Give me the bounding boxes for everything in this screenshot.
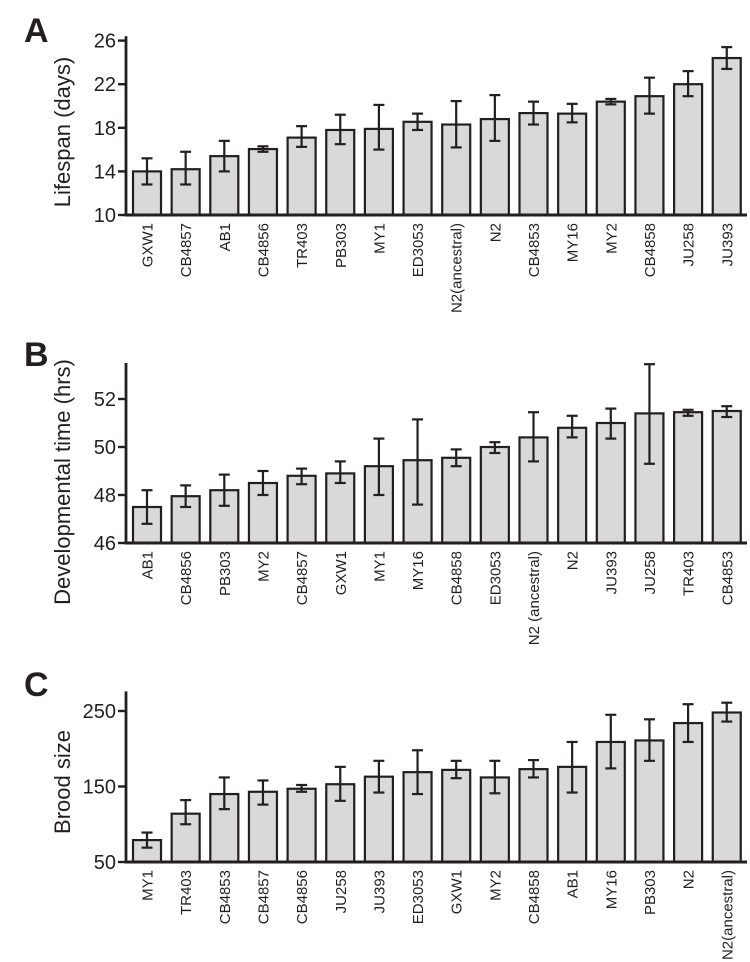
panel-b-bar-ED3053	[481, 447, 509, 543]
panel-a-x-label-MY2: MY2	[603, 223, 621, 254]
panel-c-x-label-JU393: JU393	[371, 870, 389, 914]
panel-c-x-label-MY16: MY16	[603, 870, 621, 910]
panel-a-bar-MY16	[558, 114, 586, 215]
panel-b-letter: B	[24, 336, 49, 374]
panel-b-x-label-AB1: AB1	[139, 551, 157, 580]
panel-a-x-label-GXW1: GXW1	[139, 223, 157, 268]
panel-b-x-label-MY2: MY2	[255, 551, 273, 582]
panel-c-x-label-TR403: TR403	[178, 870, 196, 916]
panel-a-bar-JU393	[713, 58, 741, 215]
panel-b-y-axis-title: Developmental time (hrs)	[50, 359, 75, 605]
panel-c-x-label-N2(ancestral): N2(ancestral)	[719, 870, 737, 961]
panel-a-y-tick-label: 10	[93, 205, 116, 227]
panel-c-x-label-JU258: JU258	[332, 870, 350, 914]
panel-a-bar-ED3053	[404, 122, 432, 215]
panel-a-x-label-N2(ancestral): N2(ancestral)	[448, 223, 466, 314]
panel-b-x-label-ED3053: ED3053	[487, 551, 505, 606]
panel-c-x-label-GXW1: GXW1	[448, 870, 466, 915]
panel-b-x-label-MY16: MY16	[410, 551, 428, 591]
panel-c-y-tick-label: 150	[82, 776, 116, 799]
panel-c-bar-N2(ancestral)	[713, 713, 741, 862]
panel-b-bar-CB4853	[713, 411, 741, 543]
panel-a-y-axis-title: Lifespan (days)	[50, 56, 75, 208]
panel-b-x-label-CB4858: CB4858	[448, 551, 466, 606]
panel-b-x-label-CB4853: CB4853	[719, 551, 737, 606]
panel-a-x-label-JU393: JU393	[719, 223, 737, 267]
panel-c-y-tick-label: 50	[93, 852, 116, 874]
panel-b-x-label-MY1: MY1	[371, 551, 389, 582]
panel-c-bar-CB4856	[288, 789, 316, 862]
panel-a-bar-CB4856	[249, 149, 277, 215]
panel-b-y-tick-label: 46	[93, 533, 116, 555]
panel-b-bar-N2	[558, 428, 586, 543]
panel-a-x-label-CB4856: CB4856	[255, 223, 273, 278]
panel-c-x-label-MY2: MY2	[487, 870, 505, 901]
panel-a-y-tick-label: 22	[93, 74, 116, 97]
panel-c-x-label-CB4858: CB4858	[526, 870, 543, 925]
panel-a-x-label-N2: N2	[487, 223, 505, 243]
panel-b-x-label-JU393: JU393	[603, 551, 621, 595]
panel-a-bar-MY2	[597, 102, 625, 215]
panel-c-bar-GXW1	[442, 770, 470, 862]
panel-b-x-label-N2 (ancestral): N2 (ancestral)	[526, 551, 543, 646]
panel-c-bar-N2	[674, 723, 702, 862]
panel-c-y-tick-label: 250	[82, 701, 116, 723]
panel-c-x-label-ED3053: ED3053	[410, 870, 428, 925]
panel-a-y-tick-label: 18	[93, 117, 116, 140]
panel-b-y-tick-label: 50	[93, 437, 116, 459]
panel-c-x-label-MY1: MY1	[139, 870, 157, 901]
panel-b-bar-TR403	[674, 412, 702, 543]
panel-c-bar-CB4858	[520, 769, 548, 862]
panel-a-x-label-CB4853: CB4853	[526, 223, 543, 278]
panel-a-x-label-CB4857: CB4857	[178, 223, 196, 278]
panel-b-x-label-PB303: PB303	[216, 551, 234, 597]
panel-a-bar-CB4853	[520, 113, 548, 215]
panel-a-x-label-MY1: MY1	[371, 223, 389, 254]
panel-c-letter: C	[24, 666, 49, 704]
panel-a-x-label-TR403: TR403	[294, 223, 312, 269]
panel-b-x-label-TR403: TR403	[680, 551, 698, 597]
panel-b-x-label-N2: N2	[564, 551, 582, 571]
panel-c-x-label-CB4853: CB4853	[216, 870, 234, 925]
panel-a-x-label-JU258: JU258	[680, 223, 698, 267]
panel-b-x-label-CB4856: CB4856	[178, 551, 196, 606]
panel-a-x-label-PB303: PB303	[332, 223, 350, 269]
panel-c-x-label-AB1: AB1	[564, 870, 582, 899]
panel-b-x-label-GXW1: GXW1	[332, 551, 350, 596]
panel-a-bar-TR403	[288, 138, 316, 215]
panel-a-x-label-CB4858: CB4858	[641, 223, 659, 278]
panel-a-letter: A	[24, 12, 49, 50]
panel-b-y-tick-label: 52	[93, 389, 116, 411]
panel-a-x-label-MY16: MY16	[564, 223, 582, 263]
panel-c-x-label-N2: N2	[680, 870, 698, 890]
panel-c-x-label-PB303: PB303	[641, 870, 659, 916]
panel-a-x-label-ED3053: ED3053	[410, 223, 428, 278]
panel-c-y-axis-title: Brood size	[50, 730, 75, 834]
panel-c-x-label-CB4857: CB4857	[255, 870, 273, 925]
panel-a-y-tick-label: 14	[93, 161, 116, 184]
panel-a-x-label-AB1: AB1	[216, 223, 234, 252]
panel-c-x-label-CB4856: CB4856	[294, 870, 312, 925]
panel-b-bar-JU393	[597, 423, 625, 543]
panel-b-x-label-CB4857: CB4857	[294, 551, 312, 606]
panel-a-y-tick-label: 26	[93, 30, 116, 53]
panel-b-bar-CB4858	[442, 458, 470, 543]
panel-b-bar-CB4857	[288, 476, 316, 543]
panel-a-bar-JU258	[674, 84, 702, 215]
panel-b-x-label-JU258: JU258	[641, 551, 659, 595]
panel-b-y-tick-label: 48	[93, 485, 116, 507]
